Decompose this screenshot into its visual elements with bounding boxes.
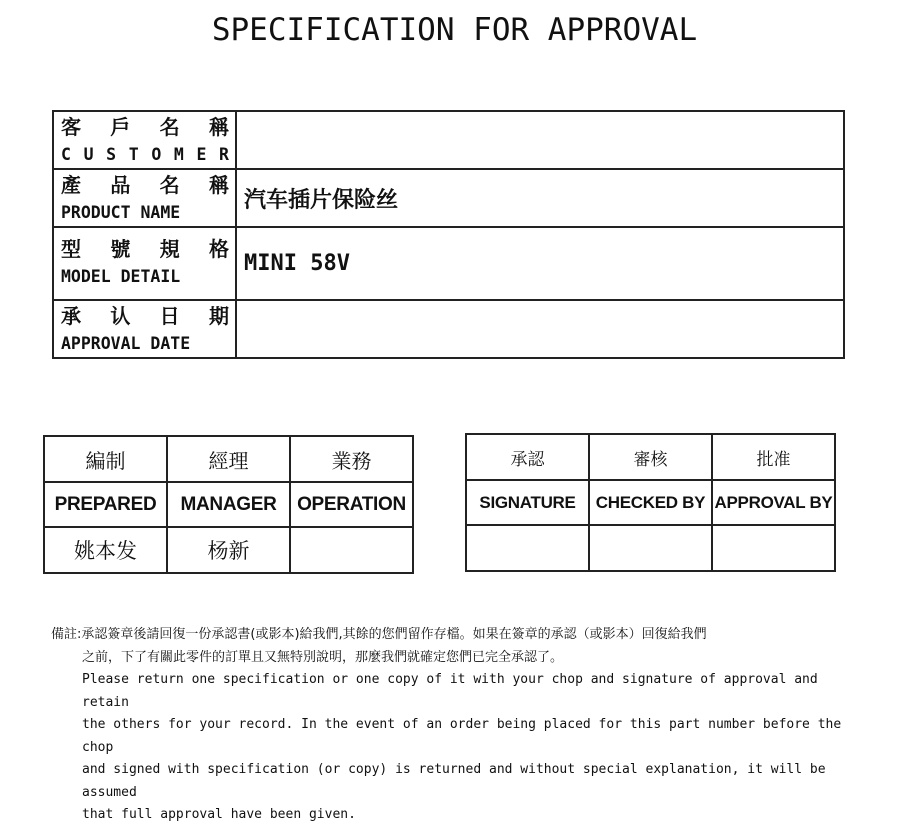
product-cn-char: 產 (61, 173, 81, 197)
product-label (53, 169, 236, 227)
page-title: SPECIFICATION FOR APPROVAL (211, 12, 698, 48)
approval-date-cn-char: 承 (61, 304, 81, 328)
header-signature-cn: 承認 (466, 434, 589, 480)
customer-en-letter: U (83, 145, 94, 164)
approval-by-field (712, 525, 835, 571)
info-table (52, 110, 845, 359)
model-en-label: MODEL DETAIL (61, 267, 181, 286)
internal-signature-table (43, 435, 414, 574)
approval-date-value (236, 300, 844, 358)
header-prepared-cn: 編制 (44, 436, 167, 482)
remarks-en-line-2: the others for your record. In the event of an order being placed for this part number before the chop (82, 717, 842, 755)
remarks-note (51, 624, 851, 827)
remarks-cn-line-2: 之前，下了有關此零件的訂單且又無特別說明，那麼我們就確定您們已完全承認了。 (82, 649, 564, 665)
customer-cn-char: 戶 (110, 115, 131, 139)
approval-date-row (53, 300, 844, 358)
label-signature: SIGNATURE (466, 480, 589, 525)
customer-en-letter: S (106, 145, 117, 164)
customer-en-letter: C (61, 145, 71, 164)
customer-signature-table (465, 433, 836, 572)
model-value: MINI 58V (236, 227, 844, 300)
header-checked-cn: 審核 (589, 434, 712, 480)
product-row (53, 169, 844, 227)
approval-date-label (53, 300, 236, 358)
header-approval-cn: 批准 (712, 434, 835, 480)
customer-cn-char: 客 (61, 115, 81, 139)
label-approval-by: APPROVAL BY (712, 480, 835, 525)
approval-date-cn-char: 期 (208, 304, 229, 328)
manager-name: 杨新 (167, 527, 290, 573)
product-cn-char: 品 (110, 173, 131, 197)
customer-en-letter: M (173, 145, 184, 164)
approval-date-cn-char: 日 (159, 304, 180, 328)
model-cn-char: 型 (61, 237, 81, 261)
model-label (53, 227, 236, 300)
customer-label (53, 111, 236, 169)
approval-date-en-label: APPROVAL DATE (61, 334, 191, 353)
approval-date-cn-char: 认 (110, 304, 131, 328)
remarks-en-line-1: Please return one specification or one copy of it with your chop and signature of approval and retain (82, 672, 818, 710)
customer-en-letter: R (219, 145, 229, 164)
customer-en-letter: O (151, 145, 162, 164)
checked-by-field (589, 525, 712, 571)
customer-row (53, 111, 844, 169)
customer-cn-char: 名 (159, 115, 180, 139)
customer-en-letter: E (196, 145, 207, 164)
model-cn-char: 規 (159, 237, 180, 261)
label-operation: OPERATION (290, 482, 413, 527)
label-checked-by: CHECKED BY (589, 480, 712, 525)
product-cn-char: 稱 (208, 173, 229, 197)
label-prepared: PREPARED (44, 482, 167, 527)
customer-value (236, 111, 844, 169)
operation-name (290, 527, 413, 573)
model-row (53, 227, 844, 300)
customer-en-letter: T (128, 145, 139, 164)
product-en-label: PRODUCT NAME (61, 203, 181, 222)
product-cn-char: 名 (159, 173, 180, 197)
prepared-name: 姚本发 (44, 527, 167, 573)
customer-en-label (61, 141, 229, 168)
signature-field (466, 525, 589, 571)
remarks-cn-line-1: 備註:承認簽章後請回復一份承認書(或影本)給我們,其餘的您們留作存檔。如果在簽章的承認（或影本）回復給我們 (51, 627, 707, 642)
remarks-en-line-4: that full approval have been given. (82, 807, 356, 822)
header-manager-cn: 經理 (167, 436, 290, 482)
label-manager: MANAGER (167, 482, 290, 527)
header-operation-cn: 業務 (290, 436, 413, 482)
model-cn-char: 號 (110, 237, 131, 261)
customer-cn-char: 稱 (208, 115, 229, 139)
model-cn-char: 格 (208, 237, 229, 261)
remarks-en-line-3: and signed with specification (or copy) is returned and without special explanation, it will be assumed (82, 762, 826, 800)
product-value: 汽车插片保险丝 (236, 169, 844, 227)
